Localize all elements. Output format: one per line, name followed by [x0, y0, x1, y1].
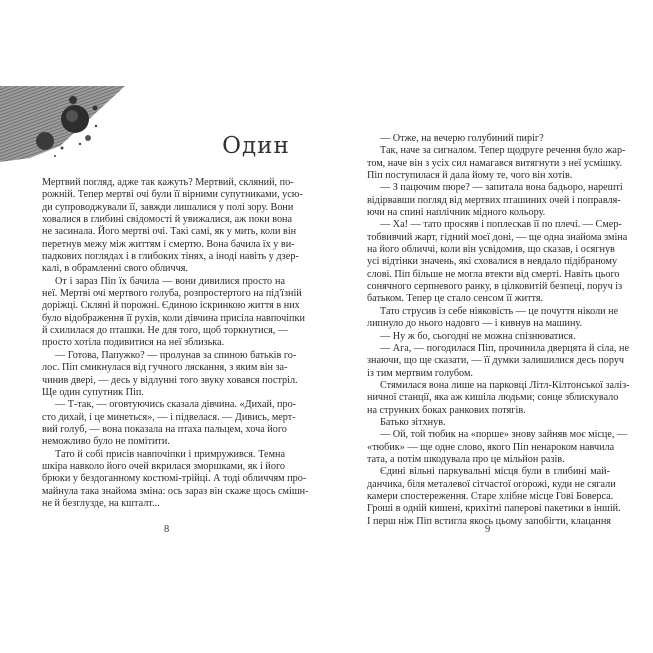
text-line: — Т-так, — оговтуючись сказала дівчина. «Дихай, про- — [55, 399, 297, 411]
paragraph — [367, 466, 621, 528]
text-line: усі відтінки значень, які сховалися в невдало підібраному — [367, 256, 618, 268]
paragraph — [367, 379, 630, 417]
right-page-number: 9 — [485, 524, 491, 535]
text-line: ховалися в глибині свідомості й увижалися, аж поки вона — [42, 214, 293, 226]
paragraph — [42, 399, 297, 448]
text-line: лос. Піп смикнулася від гучного ляскання, з яким він за- — [42, 362, 288, 374]
text-line: падкових поглядах і в глибоких тінях, а іноді навіть у дзер- — [42, 251, 299, 263]
text-line: калі, в обрамленні свого обличчя. — [42, 263, 188, 275]
text-line: відірвавши погляд від мертвих пташиних очей і поправля- — [367, 194, 621, 206]
text-line: із тим мертвим голубом. — [367, 367, 473, 379]
paragraph — [367, 145, 626, 182]
text-line: знаючи, що ще сказати, — її думки залишилися десь поруч — [367, 355, 625, 367]
text-line: «тюбик» — ще одне слово, якого Піп ненароком навчила — [367, 441, 615, 453]
text-line: Мертвий погляд, адже так кажуть? Мертвий, скляний, по- — [42, 177, 294, 188]
text-line: Тато й собі присів навпочіпки і примружився. Темна — [55, 448, 285, 460]
text-line: просто хотіла подивитися на неї зблизька. — [42, 337, 225, 349]
text-line: брюки у бездоганному костюмі-трійці. А тоді обличчям про- — [42, 473, 307, 485]
text-line: ничної станції, яка аж кишіла людьми; сонце зблискувало — [367, 392, 619, 404]
paragraph — [367, 342, 629, 380]
text-line: чинив двері, — десь у відлунні того звуку ховався постріл. — [42, 374, 298, 386]
text-line: не й безглузде, на кшталт... — [42, 497, 160, 509]
text-line: — Отже, на вечерю голубиний пиріг? — [380, 133, 544, 144]
paragraph — [42, 275, 305, 350]
paragraph — [367, 429, 628, 466]
text-line: данчика, біля металевої сітчастої огорожі, куди не сягали — [367, 478, 616, 490]
text-line: було відображення її рухів, коли дівчина присіла навпочіпки — [42, 312, 305, 324]
text-line: Піп поступилася й дала йому те, чого він хотів. — [367, 170, 573, 182]
text-line: на струнких боках ранкових потягів. — [367, 404, 526, 416]
text-line: майнула така знайома зміна: ось зараз він скаже щось смішн- — [42, 485, 309, 497]
text-line: Так, наче за сигналом. Тепер щодруге речення було жар- — [380, 145, 626, 157]
text-line: батьком. Тепер це стало сенсом її життя. — [367, 293, 544, 305]
text-line: Ще один супутник Піп. — [42, 386, 144, 398]
text-line: доріжці. Скляні й порожні. Єдиною іскринкою життя в них — [42, 300, 300, 312]
text-line: слові. Піп більше не могла втекти від смерті. Навіть цього — [367, 268, 620, 280]
text-line: на його обличчі, коли він усвідомив, що сказав, і осягнув — [367, 244, 615, 256]
paragraph — [367, 182, 623, 219]
text-line: том, наче він з усіх сил намагався витягнути з неї усмішку. — [367, 157, 623, 169]
text-line: липнуло до нього надовго — і кивнув на машину. — [367, 318, 583, 330]
text-line: Тато струсив із себе ніяковість — це почуття ніколи не — [380, 305, 619, 317]
text-line: Стямилася вона лише на парковці Літл-Кілтонської заліз- — [380, 379, 630, 391]
paragraph — [367, 133, 610, 145]
text-line: ючи на спині наплічник мідного кольору. — [367, 207, 546, 219]
text-line: Гроші в одній кишені, крихітні паперові пакетики в іншій. — [367, 503, 621, 515]
right-page-text — [367, 133, 630, 528]
text-line: тобвивчий жарт, гідний моєї доні, — ще одна знайома зміна — [367, 231, 628, 243]
paragraph — [42, 349, 298, 399]
paragraph — [367, 417, 610, 429]
text-line: Батько зітхнув. — [380, 416, 446, 428]
text-line: — З пацючим пюре? — запитала вона бадьоро, нарешті — [380, 182, 623, 194]
text-line: шкіра навколо його очей вкрилася зморшками, як і його — [42, 460, 285, 472]
left-page-text — [42, 177, 309, 510]
left-page-number: 8 — [164, 524, 170, 535]
text-line: неї. Мертві очі мертвого голуба, розпростертого на під'їзній — [42, 288, 302, 300]
text-line: — Готова, Папужко? — пролунав за спиною батьків го- — [55, 349, 297, 361]
text-line: — Ой, той тюбик на «порше» знову зайняв моє місце, — — [380, 429, 628, 441]
text-line: рожній. Тепер мертві очі були її вірними супутниками, усю- — [42, 189, 303, 201]
paragraph — [42, 177, 303, 276]
text-line: — Ха! — тато просяяв і поплескав її по плечі. — Смер- — [380, 219, 622, 231]
text-line: — Ну ж бо, сьогодні не можна спізнюватися. — [380, 330, 576, 342]
text-line: сонячного серпневого ранку, в цілковитій безпеці, поруч із — [367, 281, 623, 293]
text-line: неможливо було не помітити. — [42, 436, 170, 448]
text-line: не засинала. Його мертві очі. Такі самі, як у мить, коли він — [42, 226, 297, 238]
text-line: вий голуб, — вона показала на птаха пальцем, хоча його — [42, 423, 287, 435]
ink-splatter-illustration — [0, 86, 130, 166]
text-line: сто дихай, і це минеться», — і підвелася. — Дивись, мерт- — [42, 411, 296, 423]
text-line: тата, а потім шкодувала про це мільйон разів. — [367, 453, 565, 465]
paragraph — [367, 219, 628, 305]
paragraph — [42, 448, 309, 511]
text-line: — Ага, — погодилася Піп, прочинила дверцята й сіла, не — [380, 342, 629, 354]
text-line: Єдині вільні паркувальні місця були в глибині май- — [380, 466, 610, 478]
text-line: камери спостереження. Старе хлібне місце Гові Боверса. — [367, 490, 614, 502]
paragraph — [367, 331, 610, 343]
chapter-title: Один — [222, 133, 290, 159]
text-line: ди супроводжували її, завжди лишалися у полі зору. Вони — [42, 201, 294, 213]
text-line: І перш ніж Піп встигла якось цьому запобігти, клацання — [367, 515, 611, 527]
text-line: й схилилася до пташки. Не для того, щоб торкнутися, — — [42, 325, 289, 337]
paragraph — [367, 305, 619, 331]
text-line: От і зараз Піп їх бачила — вони дивилися просто на — [55, 275, 285, 287]
text-line: перетнув межу між життям і смертю. Вона бачила їх у ви- — [42, 238, 295, 250]
